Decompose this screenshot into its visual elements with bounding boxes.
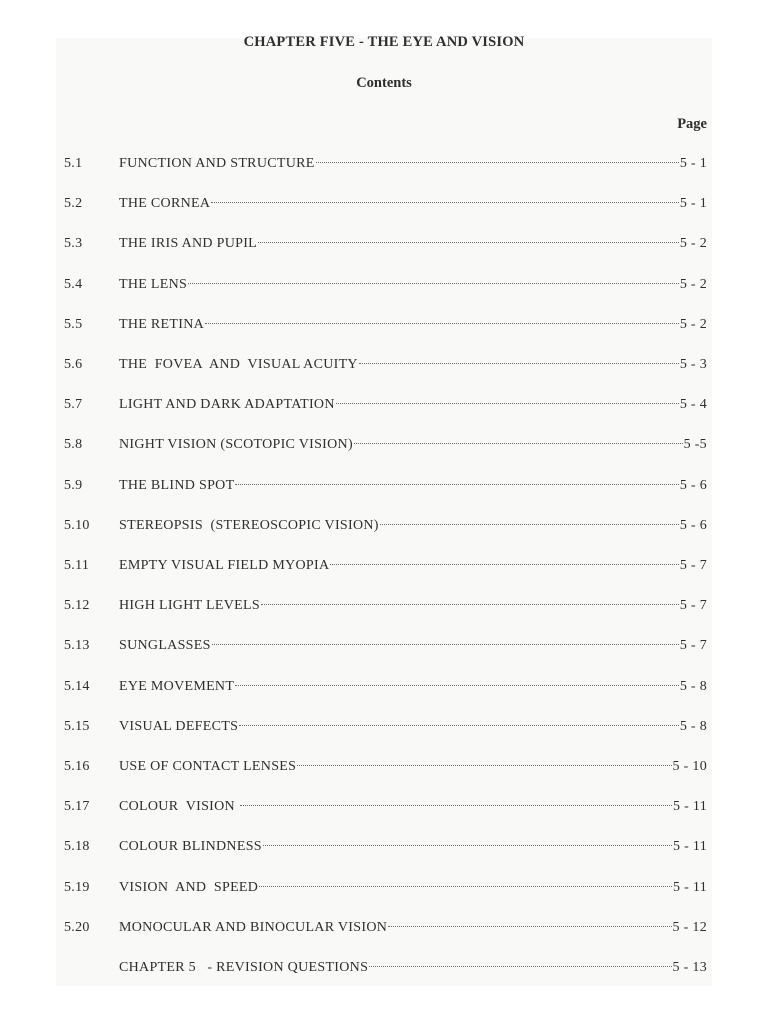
dot-leader	[188, 283, 679, 284]
toc-page-number: 5 - 11	[673, 879, 707, 895]
toc-page-number: 5 - 8	[679, 718, 707, 734]
toc-section-title: COLOUR VISION	[119, 799, 239, 815]
toc-section-number: 5.7	[64, 397, 83, 413]
toc-entry-body	[119, 395, 707, 415]
toc-section-title: THE RETINA	[119, 316, 205, 332]
dot-leader	[336, 403, 679, 404]
toc-section-number: 5.6	[64, 357, 83, 372]
toc-entry	[0, 275, 768, 295]
toc-page-number: 5 - 2	[679, 276, 707, 292]
toc-page-number: 5 - 2	[679, 316, 707, 332]
dot-leader	[369, 966, 671, 967]
toc-entry-body	[119, 958, 707, 978]
toc-entry-body	[119, 636, 707, 656]
dot-leader	[297, 765, 671, 766]
dot-leader	[359, 363, 679, 364]
toc-entry-body	[119, 596, 707, 616]
toc-section-number: 5.3	[64, 236, 83, 252]
toc-entry	[0, 596, 768, 616]
toc-section-title: THE FOVEA AND VISUAL ACUITY	[119, 357, 358, 372]
toc-entry	[0, 154, 768, 174]
toc-page-number: 5 - 7	[679, 598, 707, 614]
dot-leader	[330, 564, 678, 565]
toc-entry	[0, 958, 768, 978]
toc-entry-body	[119, 797, 707, 817]
toc-section-number: 5.1	[64, 156, 83, 171]
toc-section-number: 5.2	[64, 196, 83, 212]
toc-entry-body	[119, 194, 707, 214]
toc-entry	[0, 516, 768, 536]
toc-entry-body	[119, 677, 707, 697]
toc-section-title: THE IRIS AND PUPIL	[119, 236, 258, 252]
toc-entry-body	[119, 435, 707, 455]
toc-section-number: 5.17	[64, 799, 90, 815]
toc-page-number: 5 - 3	[679, 357, 707, 372]
toc-entry	[0, 355, 768, 375]
toc-entry	[0, 395, 768, 415]
toc-entry	[0, 837, 768, 857]
toc-entry	[0, 918, 768, 938]
toc-page-number: 5 - 8	[679, 678, 707, 694]
toc-section-title: COLOUR BLINDNESS	[119, 839, 262, 855]
toc-page-number: 5 - 6	[679, 477, 707, 493]
toc-entry-body	[119, 516, 707, 536]
toc-entry	[0, 878, 768, 898]
toc-entry	[0, 315, 768, 335]
toc-entry-body	[119, 154, 707, 174]
toc-page-number: 5 -5	[683, 437, 707, 453]
toc-section-title: HIGH LIGHT LEVELS	[119, 598, 260, 614]
toc-entry	[0, 636, 768, 656]
dot-leader	[380, 524, 679, 525]
toc-section-number: 5.9	[64, 477, 83, 493]
toc-entry-body	[119, 234, 707, 254]
dot-leader	[239, 725, 679, 726]
toc-section-number: 5.4	[64, 276, 83, 292]
toc-entry-body	[119, 757, 707, 777]
chapter-title: CHAPTER FIVE - THE EYE AND VISION	[243, 34, 525, 50]
toc-section-title: THE CORNEA	[119, 196, 211, 212]
toc-section-title: FUNCTION AND STRUCTURE	[119, 156, 315, 171]
toc-entry	[0, 234, 768, 254]
dot-leader	[259, 886, 672, 887]
toc-page-number: 5 - 1	[679, 196, 707, 212]
toc-page-number: 5 - 1	[679, 156, 707, 171]
dot-leader	[211, 202, 679, 203]
dot-leader	[212, 644, 679, 645]
toc-section-title: THE LENS	[119, 276, 188, 292]
dot-leader	[388, 926, 671, 927]
toc-entry	[0, 677, 768, 697]
toc-section-title: VISUAL DEFECTS	[119, 718, 239, 734]
dot-leader	[354, 443, 683, 444]
dot-leader	[235, 484, 678, 485]
toc-entry-body	[119, 315, 707, 335]
toc-section-title: CHAPTER 5 - REVISION QUESTIONS	[119, 960, 369, 975]
toc-section-title: SUNGLASSES	[119, 638, 211, 654]
toc-section-number: 5.11	[64, 558, 90, 573]
page-column-heading: Page	[677, 116, 707, 132]
toc-section-title: MONOCULAR AND BINOCULAR VISION	[119, 919, 388, 935]
toc-entry-body	[119, 878, 707, 898]
dot-leader	[316, 162, 679, 163]
toc-page-number: 5 - 12	[672, 919, 707, 935]
toc-page-number: 5 - 7	[679, 638, 707, 654]
toc-section-number: 5.20	[64, 919, 90, 935]
toc-entry-body	[119, 717, 707, 737]
toc-entry	[0, 194, 768, 214]
toc-entry-body	[119, 837, 707, 857]
toc-entry-body	[119, 918, 707, 938]
toc-section-number: 5.8	[64, 437, 83, 453]
toc-page-number: 5 - 7	[679, 558, 707, 573]
toc-page-number: 5 - 11	[673, 839, 707, 855]
toc-page-number: 5 - 13	[672, 960, 707, 975]
toc-entry	[0, 717, 768, 737]
toc-section-number: 5.12	[64, 598, 90, 614]
toc-entry	[0, 435, 768, 455]
toc-entry	[0, 757, 768, 777]
toc-section-number: 5.18	[64, 839, 90, 855]
toc-section-number: 5.14	[64, 678, 90, 694]
dot-leader	[240, 805, 672, 806]
toc-section-title: USE OF CONTACT LENSES	[119, 759, 297, 774]
toc-page-number: 5 - 6	[679, 517, 707, 533]
toc-section-title: EYE MOVEMENT	[119, 678, 235, 694]
contents-heading: Contents	[356, 75, 412, 91]
dot-leader	[205, 323, 679, 324]
toc-section-number: 5.10	[64, 517, 90, 533]
toc-page-number: 5 - 11	[673, 799, 707, 815]
dot-leader	[258, 242, 679, 243]
toc-section-title: NIGHT VISION (SCOTOPIC VISION)	[119, 437, 353, 453]
toc-section-number: 5.19	[64, 879, 90, 895]
toc-section-number: 5.5	[64, 316, 83, 332]
toc-entry-body	[119, 355, 707, 375]
toc-entry-body	[119, 476, 707, 496]
toc-section-title: LIGHT AND DARK ADAPTATION	[119, 397, 335, 413]
toc-entry	[0, 797, 768, 817]
toc-page-number: 5 - 10	[672, 759, 707, 774]
toc-entry	[0, 556, 768, 576]
toc-entry-body	[119, 275, 707, 295]
toc-section-title: THE BLIND SPOT	[119, 477, 235, 493]
toc-section-number: 5.13	[64, 638, 90, 654]
toc-entry	[0, 476, 768, 496]
dot-leader	[263, 845, 672, 846]
dot-leader	[235, 685, 679, 686]
dot-leader	[261, 604, 679, 605]
toc-section-title: EMPTY VISUAL FIELD MYOPIA	[119, 558, 330, 573]
toc-section-number: 5.15	[64, 718, 90, 734]
toc-section-title: STEREOPSIS (STEREOSCOPIC VISION)	[119, 517, 379, 533]
toc-section-number: 5.16	[64, 759, 90, 774]
toc-page-number: 5 - 4	[679, 397, 707, 413]
toc-section-title: VISION AND SPEED	[119, 879, 259, 895]
toc-entry-body	[119, 556, 707, 576]
toc-page-number: 5 - 2	[679, 236, 707, 252]
